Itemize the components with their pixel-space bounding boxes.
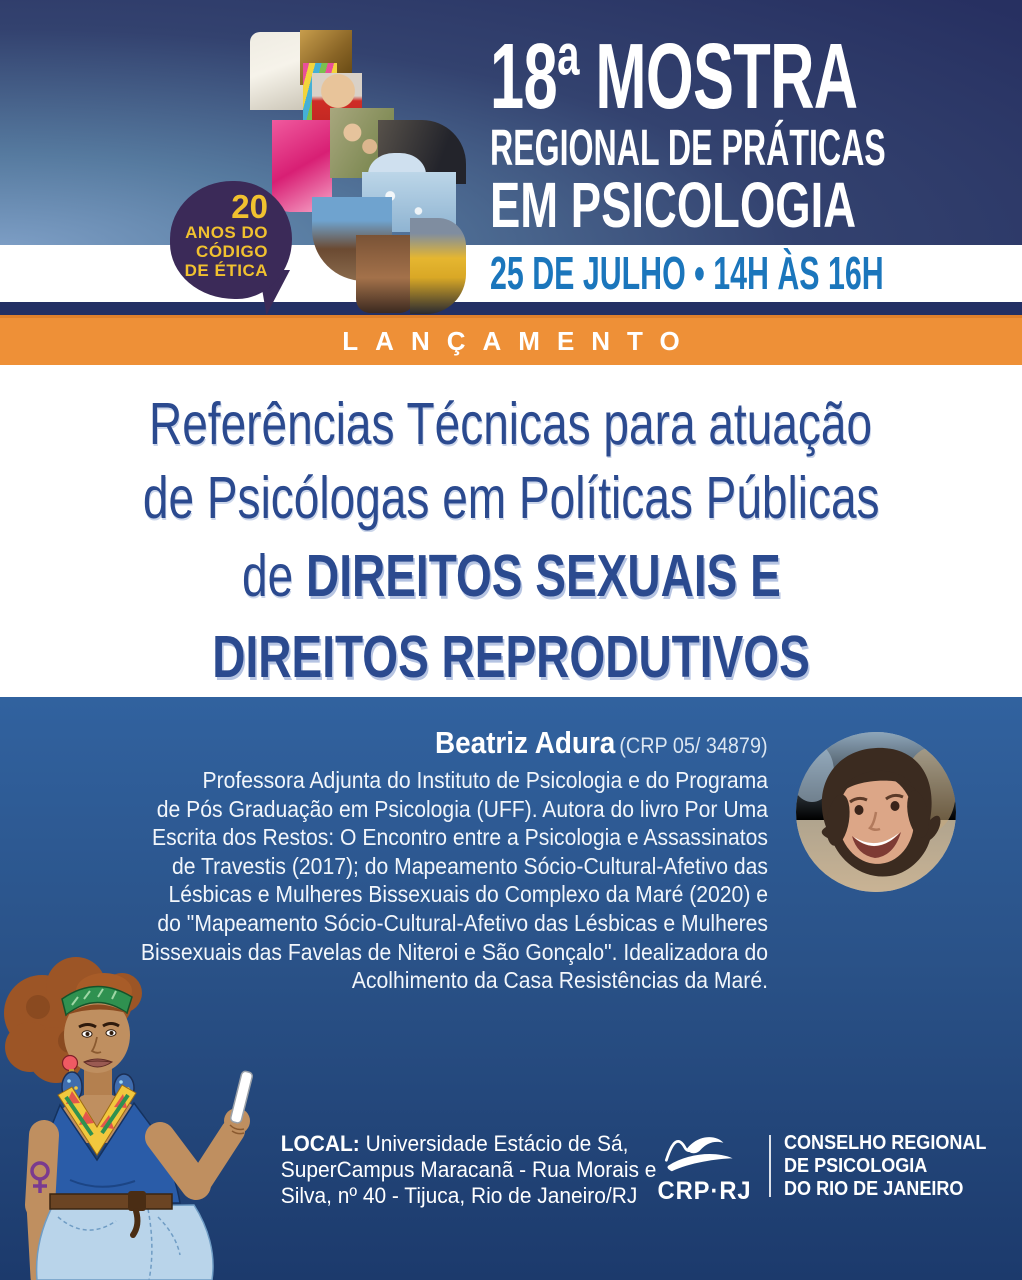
headline-section — [0, 365, 1022, 697]
speaker-name-row — [435, 725, 768, 761]
speaker-bio-line: do "Mapeamento Sócio-Cultural-Afetivo das Lésbicas e Mulheres — [157, 909, 768, 936]
headline-line3-prefix: de — [241, 543, 306, 609]
launch-banner — [0, 315, 1022, 365]
crp-rj-name-line: DO RIO DE JANEIRO — [784, 1177, 964, 1200]
headline-line3-bold: DIREITOS SEXUAIS E — [305, 543, 781, 609]
header-section — [0, 0, 1022, 245]
crp-rj-name-line: DE PSICOLOGIA — [784, 1154, 928, 1177]
location-line3: Silva, nº 40 - Tijuca, Rio de Janeiro/RJ — [280, 1183, 638, 1208]
divider-bar — [0, 302, 1022, 315]
event-title-line1: 18ª MOSTRA — [490, 24, 858, 128]
speaker-bio-line: Lésbicas e Mulheres Bissexuais do Complexo da Maré (2020) e — [168, 881, 768, 908]
crp-rj-full-name — [784, 1131, 986, 1200]
speech-bubble-20-anos — [170, 181, 292, 299]
crp-logo-bird-icon — [659, 1125, 751, 1177]
headline-line4: DIREITOS REPRODUTIVOS — [212, 624, 810, 690]
speaker-photo-graphic — [796, 732, 956, 892]
speaker-bio-line: Bissexuais das Favelas de Niteroi e São Gonçalo". Idealizadora do — [140, 938, 768, 965]
location-block — [280, 1131, 657, 1209]
logo-divider — [769, 1135, 771, 1197]
badge-text: ANOS DO — [185, 223, 268, 242]
badge-text: DE ÉTICA — [184, 261, 268, 280]
collage-photo-tile — [356, 235, 414, 313]
crp-rj-acronym: CRP·RJ — [657, 1177, 752, 1205]
event-title-line3: EM PSICOLOGIA — [490, 169, 857, 241]
crp-rj-logo — [655, 1125, 1014, 1206]
location-line1: LOCAL: Universidade Estácio de Sá, — [280, 1131, 629, 1156]
headline-line1: Referências Técnicas para atuação — [149, 391, 873, 457]
speaker-crp-number: (CRP 05/ 34879) — [619, 733, 768, 758]
woman-illustration — [0, 955, 270, 1280]
event-title-line2: REGIONAL DE PRÁTICAS — [490, 119, 886, 176]
speaker-bio-line: Acolhimento da Casa Resistências da Maré. — [351, 967, 768, 994]
launch-banner-label: LANÇAMENTO — [342, 326, 697, 356]
date-band — [0, 245, 1022, 302]
headline-line3 — [0, 541, 1022, 611]
badge-text: CÓDIGO — [196, 242, 268, 261]
speaker-bio-line: de Pós Graduação em Psicologia (UFF). Autora do livro Por Uma — [156, 795, 769, 822]
speaker-photo — [796, 732, 956, 892]
event-date: 25 DE JULHO • 14H ÀS 16H — [490, 247, 884, 299]
collage-photo-tile — [410, 218, 466, 314]
crp-rj-logo-left — [655, 1125, 754, 1206]
speaker-name: Beatriz Adura — [435, 725, 616, 760]
speaker-bio-line: de Travestis (2017); do Mapeamento Sócio-Cultural-Afetivo das — [171, 852, 769, 879]
crp-rj-name-line: CONSELHO REGIONAL — [784, 1131, 987, 1154]
location-line2: SuperCampus Maracanã - Rua Morais e — [280, 1157, 657, 1182]
headline-line2: de Psicólogas em Políticas Públicas — [142, 465, 880, 531]
badge-number: 20 — [231, 188, 268, 225]
speaker-bio-line: Professora Adjunta do Instituto de Psicologia e do Programa — [202, 767, 768, 793]
location-label: LOCAL: — [280, 1131, 360, 1156]
speaker-bio-line: Escrita dos Restos: O Encontro entre a Psicologia e Assassinatos — [151, 824, 768, 851]
